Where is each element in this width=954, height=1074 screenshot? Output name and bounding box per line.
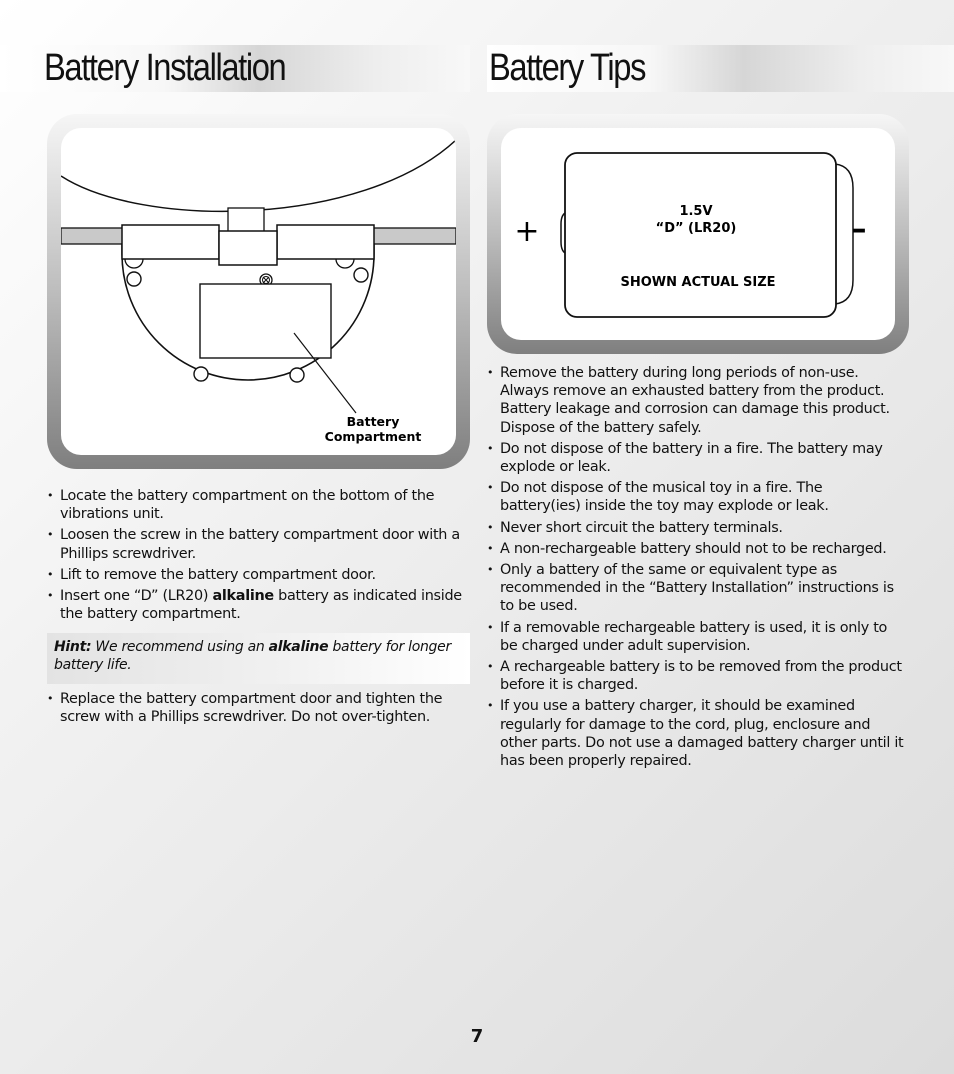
left-rail [61,228,123,244]
step-bold-text: alkaline [212,588,274,605]
battery-tip: • If a removable rechargeable battery is used, it is only to be charged under adult supervision. [487,619,907,655]
negative-terminal-rim [835,164,853,304]
battery-tip: • A non-rechargeable battery should not to be recharged. [487,540,907,558]
battery-tip: • Never short circuit the battery terminals. [487,519,907,537]
battery-tip: • Do not dispose of the musical toy in a fire. The battery(ies) inside the toy may explode or leak. [487,479,907,515]
battery-tips-title: Battery Tips [489,47,646,89]
center-latch [219,231,277,265]
mount-hole-bottom-left [194,367,208,381]
battery-tip: • Do not dispose of the battery in a fire. The battery may explode or leak. [487,440,907,476]
left-clip [122,225,219,259]
installation-step: • Loosen the screw in the battery compartment door with a Phillips screwdriver. [47,526,470,562]
actual-size-caption: SHOWN ACTUAL SIZE [620,275,776,290]
battery-tip: • Remove the battery during long periods of non-use. Always remove an exhausted battery from the product. Battery leakage and corrosion can damage this product. Dispose of the battery safely. [487,364,907,437]
battery-illustration [501,128,895,340]
battery-tip: • A rechargeable battery is to be removed from the product before it is charged. [487,658,907,694]
mount-hole-top-left [127,272,141,286]
callout-label-line1: Battery [346,414,400,429]
battery-voltage-label: 1.5V [679,204,713,219]
installation-step: • Locate the battery compartment on the bottom of the vibrations unit. [47,487,470,523]
mount-hole-top-right [354,268,368,282]
installation-step: • Lift to remove the battery compartment door. [47,566,470,584]
battery-installation-title-bar [0,45,470,92]
battery-compartment-illustration-frame [47,114,470,469]
right-rail [373,228,456,244]
installation-step [47,587,470,623]
page-number: 7 [470,1026,484,1047]
battery-installation-title: Battery Installation [44,47,286,89]
hint-text: battery for longer battery life. [54,639,451,673]
battery-tip: • Only a battery of the same or equivalent type as recommended in the “Battery Installation” instructions is to be used. [487,561,907,616]
hint-bold-text: alkaline [268,639,329,655]
battery-compartment-illustration [61,128,456,455]
final-step-list [47,690,470,729]
battery-tips-list [487,364,907,773]
mount-hole-bottom-right [290,368,304,382]
plus-sign-icon: + [514,214,540,249]
battery-type-label: “D” (LR20) [655,221,737,236]
battery-illustration-frame [487,114,909,354]
hint-label: Hint: [54,639,92,655]
installation-step: • Replace the battery compartment door and tighten the screw with a Phillips screwdriver. Do not over-tighten. [47,690,470,726]
minus-sign-icon: – [851,212,867,247]
installation-steps-list [47,487,470,626]
step-text: battery as indicated inside the battery compartment. [60,588,462,623]
battery-tips-title-bar [487,45,954,92]
hint-box [47,633,470,684]
callout-label-line2: Compartment [324,429,422,444]
right-clip [277,225,374,259]
d-battery-diagram [501,128,895,340]
battery-compartment-diagram [61,128,456,455]
step-text: Insert one “D” (LR20) [60,588,213,605]
unit-outline-curve [61,140,456,211]
battery-tip: • If you use a battery charger, it should be examined regularly for damage to the cord, plug, enclosure and other parts. Do not use a damaged battery charger until it has been properly repaired. [487,697,907,770]
battery-compartment-door [200,284,331,358]
hint-text: We recommend using an [91,639,269,655]
